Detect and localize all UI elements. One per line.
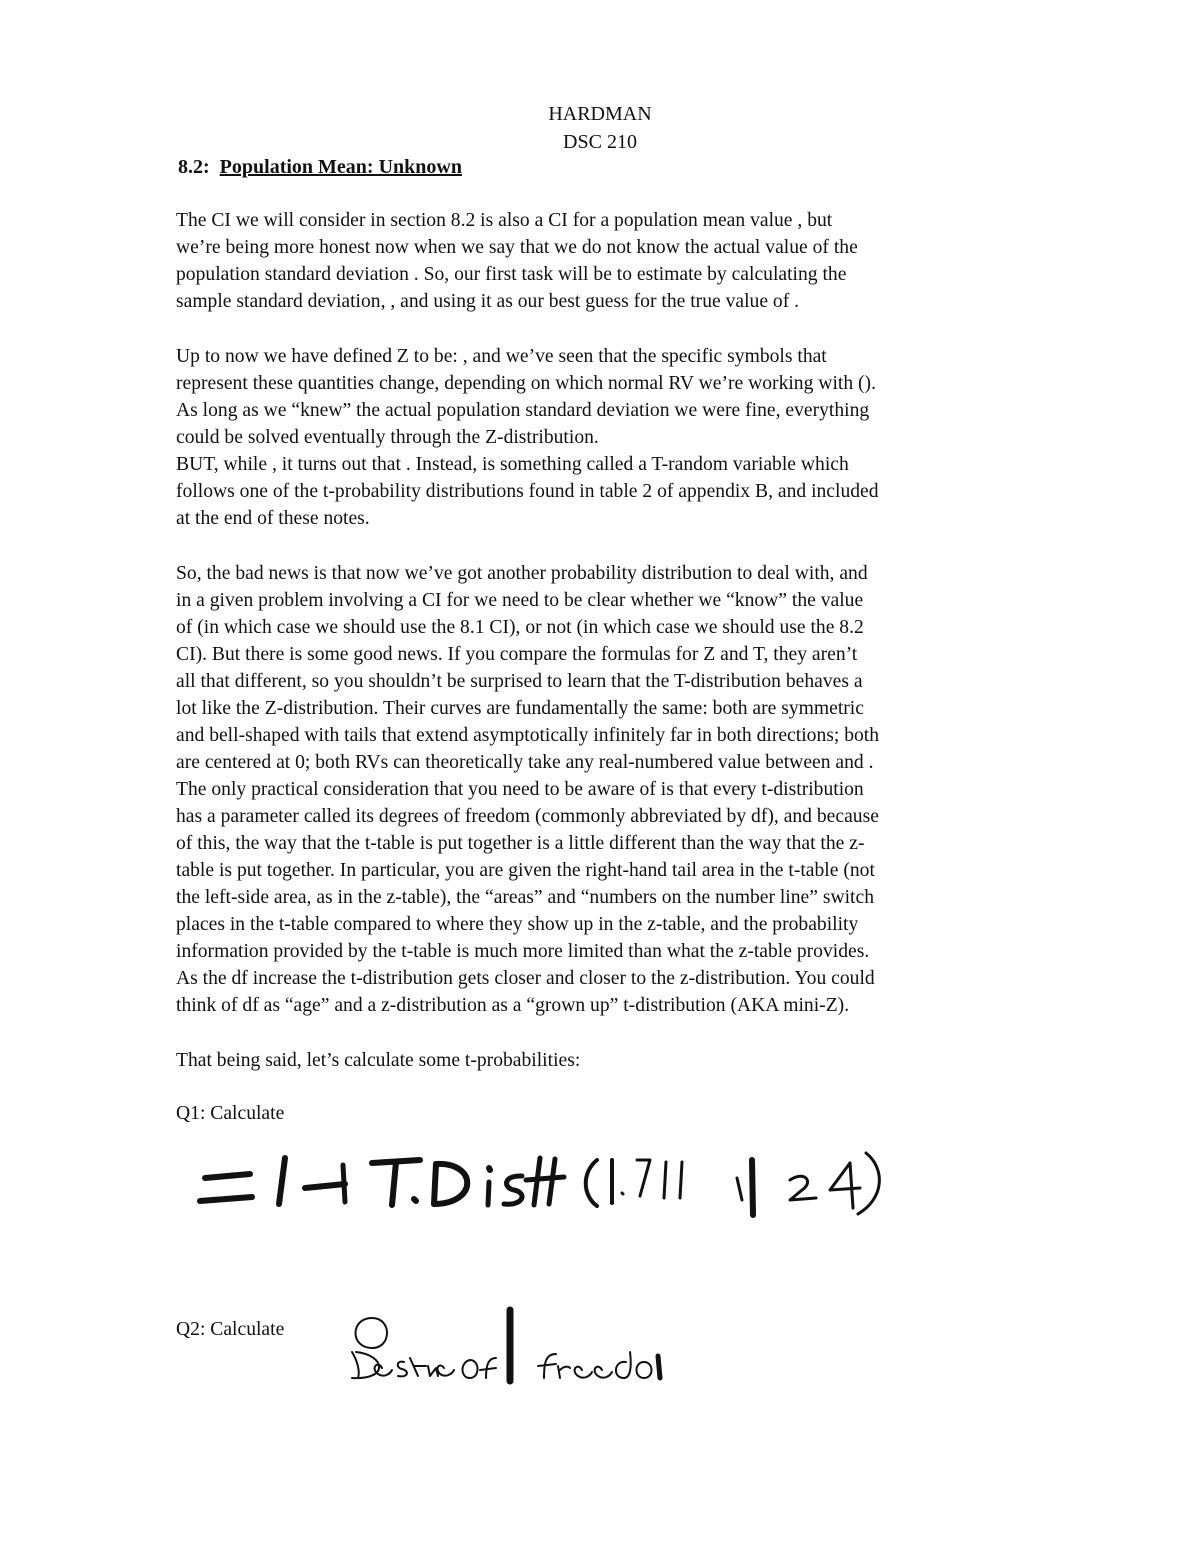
paragraph-line: table is put together. In particular, you are given the right-hand tail area in the t-table (not <box>176 860 875 881</box>
hw-stroke <box>549 1159 555 1204</box>
hw-stroke <box>356 1318 388 1348</box>
hw-stroke <box>664 1162 666 1198</box>
hw-stroke <box>538 1354 556 1378</box>
hw-stroke <box>850 1163 853 1208</box>
hw-stroke <box>504 1176 522 1204</box>
hw-stroke <box>410 1358 426 1376</box>
paragraph-line: could be solved eventually through the Z-distribution. <box>176 427 599 448</box>
paragraph-line: population standard deviation . So, our first task will be to estimate by calculating the <box>176 264 847 285</box>
hw-stroke <box>737 1178 742 1200</box>
hw-stroke <box>637 1362 652 1378</box>
paragraph-line: lot like the Z-distribution. Their curves are fundamentally the same: both are symmetric <box>176 698 864 719</box>
paragraph-line: think of df as “age” and a z-distribution as a “grown up” t-distribution (AKA mini-Z). <box>176 995 850 1016</box>
hw-stroke <box>480 1358 496 1378</box>
hw-stroke <box>752 1160 753 1215</box>
paragraph-line: The only practical consideration that you need to be aware of is that every t-distribution <box>176 779 864 800</box>
handwriting-q2-answer <box>352 1310 660 1381</box>
paragraph-line: of this, the way that the t-table is put together is a little different than the way that the z- <box>176 833 865 854</box>
paragraph-line: As long as we “knew” the actual population standard deviation we were fine, everything <box>176 400 870 421</box>
paragraph-line: are centered at 0; both RVs can theoretically take any real-numbered value between and . <box>176 752 874 773</box>
hw-stroke <box>305 1184 345 1188</box>
paragraph-line: places in the t-table compared to where they show up in the z-table, and the probability <box>176 914 859 935</box>
paragraph-line: in a given problem involving a CI for we need to be clear whether we “know” the value <box>176 590 864 611</box>
paragraph-line: and bell-shaped with tails that extend asymptotically infinitely far in both directions; both <box>176 725 880 746</box>
header-course: DSC 210 <box>563 131 637 153</box>
hw-stroke <box>790 1176 816 1200</box>
hw-stroke <box>830 1163 860 1190</box>
hw-stroke <box>434 1164 436 1204</box>
question-1-label: Q1: Calculate <box>176 1103 285 1124</box>
header-author: HARDMAN <box>548 103 652 125</box>
paragraph-line: That being said, let’s calculate some t-probabilities: <box>176 1050 581 1071</box>
handwriting-q1-answer <box>200 1153 879 1215</box>
section-number: 8.2: <box>178 156 210 178</box>
hw-stroke <box>205 1174 250 1178</box>
hw-stroke <box>658 1356 660 1378</box>
paragraph-line: As the df increase the t-distribution gets closer and closer to the z-distribution. You could <box>176 968 875 989</box>
hw-stroke <box>637 1160 650 1196</box>
hw-stroke <box>586 1160 597 1206</box>
hw-stroke <box>488 1182 489 1205</box>
paragraph-line: has a parameter called its degrees of freedom (commonly abbreviated by df), and because <box>176 806 879 827</box>
paragraph-line: at the end of these notes. <box>176 508 370 529</box>
hw-stroke <box>398 1362 407 1377</box>
hw-stroke <box>343 1165 345 1202</box>
hw-stroke <box>526 1177 564 1180</box>
hw-stroke <box>463 1360 478 1378</box>
section-title: Population Mean: Unknown <box>219 156 462 178</box>
question-2-label: Q2: Calculate <box>176 1319 285 1340</box>
paragraph-line: follows one of the t-probability distributions found in table 2 of appendix B, and included <box>176 481 879 502</box>
hw-stroke <box>392 1162 396 1205</box>
paragraph-line: of (in which case we should use the 8.1 CI), or not (in which case we should use the 8.2 <box>176 617 864 638</box>
hw-stroke <box>622 1193 623 1194</box>
paragraph-line: represent these quantities change, depending on which normal RV we’re working with (). <box>176 373 876 394</box>
hw-stroke <box>858 1153 879 1214</box>
paragraph-line: all that different, so you shouldn’t be surprised to learn that the T-distribution behaves a <box>176 671 863 692</box>
hw-stroke <box>414 1199 416 1201</box>
paragraph-line: Up to now we have defined Z to be: , and we’ve seen that the specific symbols that <box>176 346 827 367</box>
paragraph-line: sample standard deviation, , and using it as our best guess for the true value of . <box>176 291 800 312</box>
hw-stroke <box>375 1365 392 1376</box>
paragraph-line: we’re being more honest now when we say that we do not know the actual value of the <box>176 237 858 258</box>
hw-stroke <box>434 1164 467 1204</box>
hw-stroke <box>558 1366 570 1378</box>
paragraph-line: information provided by the t-table is much more limited than what the z-table provides. <box>176 941 870 962</box>
paragraph-line: CI). But there is some good news. If you compare the formulas for Z and T, they aren’t <box>176 644 858 665</box>
hw-stroke <box>200 1197 252 1201</box>
hw-stroke <box>595 1367 612 1378</box>
paragraph-line: The CI we will consider in section 8.2 is also a CI for a population mean value , but <box>176 210 833 231</box>
hw-stroke <box>428 1366 438 1376</box>
hw-stroke <box>279 1158 285 1204</box>
hw-stroke <box>489 1168 490 1170</box>
hw-stroke <box>437 1366 454 1376</box>
paragraph-line: So, the bad news is that now we’ve got another probability distribution to deal with, and <box>176 563 868 584</box>
hw-stroke <box>616 1352 631 1378</box>
hw-stroke <box>575 1367 592 1378</box>
paragraph-line: the left-side area, as in the z-table), the “areas” and “numbers on the number line” switch <box>176 887 874 908</box>
hw-stroke <box>680 1162 682 1198</box>
paragraph-line: BUT, while , it turns out that . Instead, is something called a T-random variable which <box>176 454 849 475</box>
